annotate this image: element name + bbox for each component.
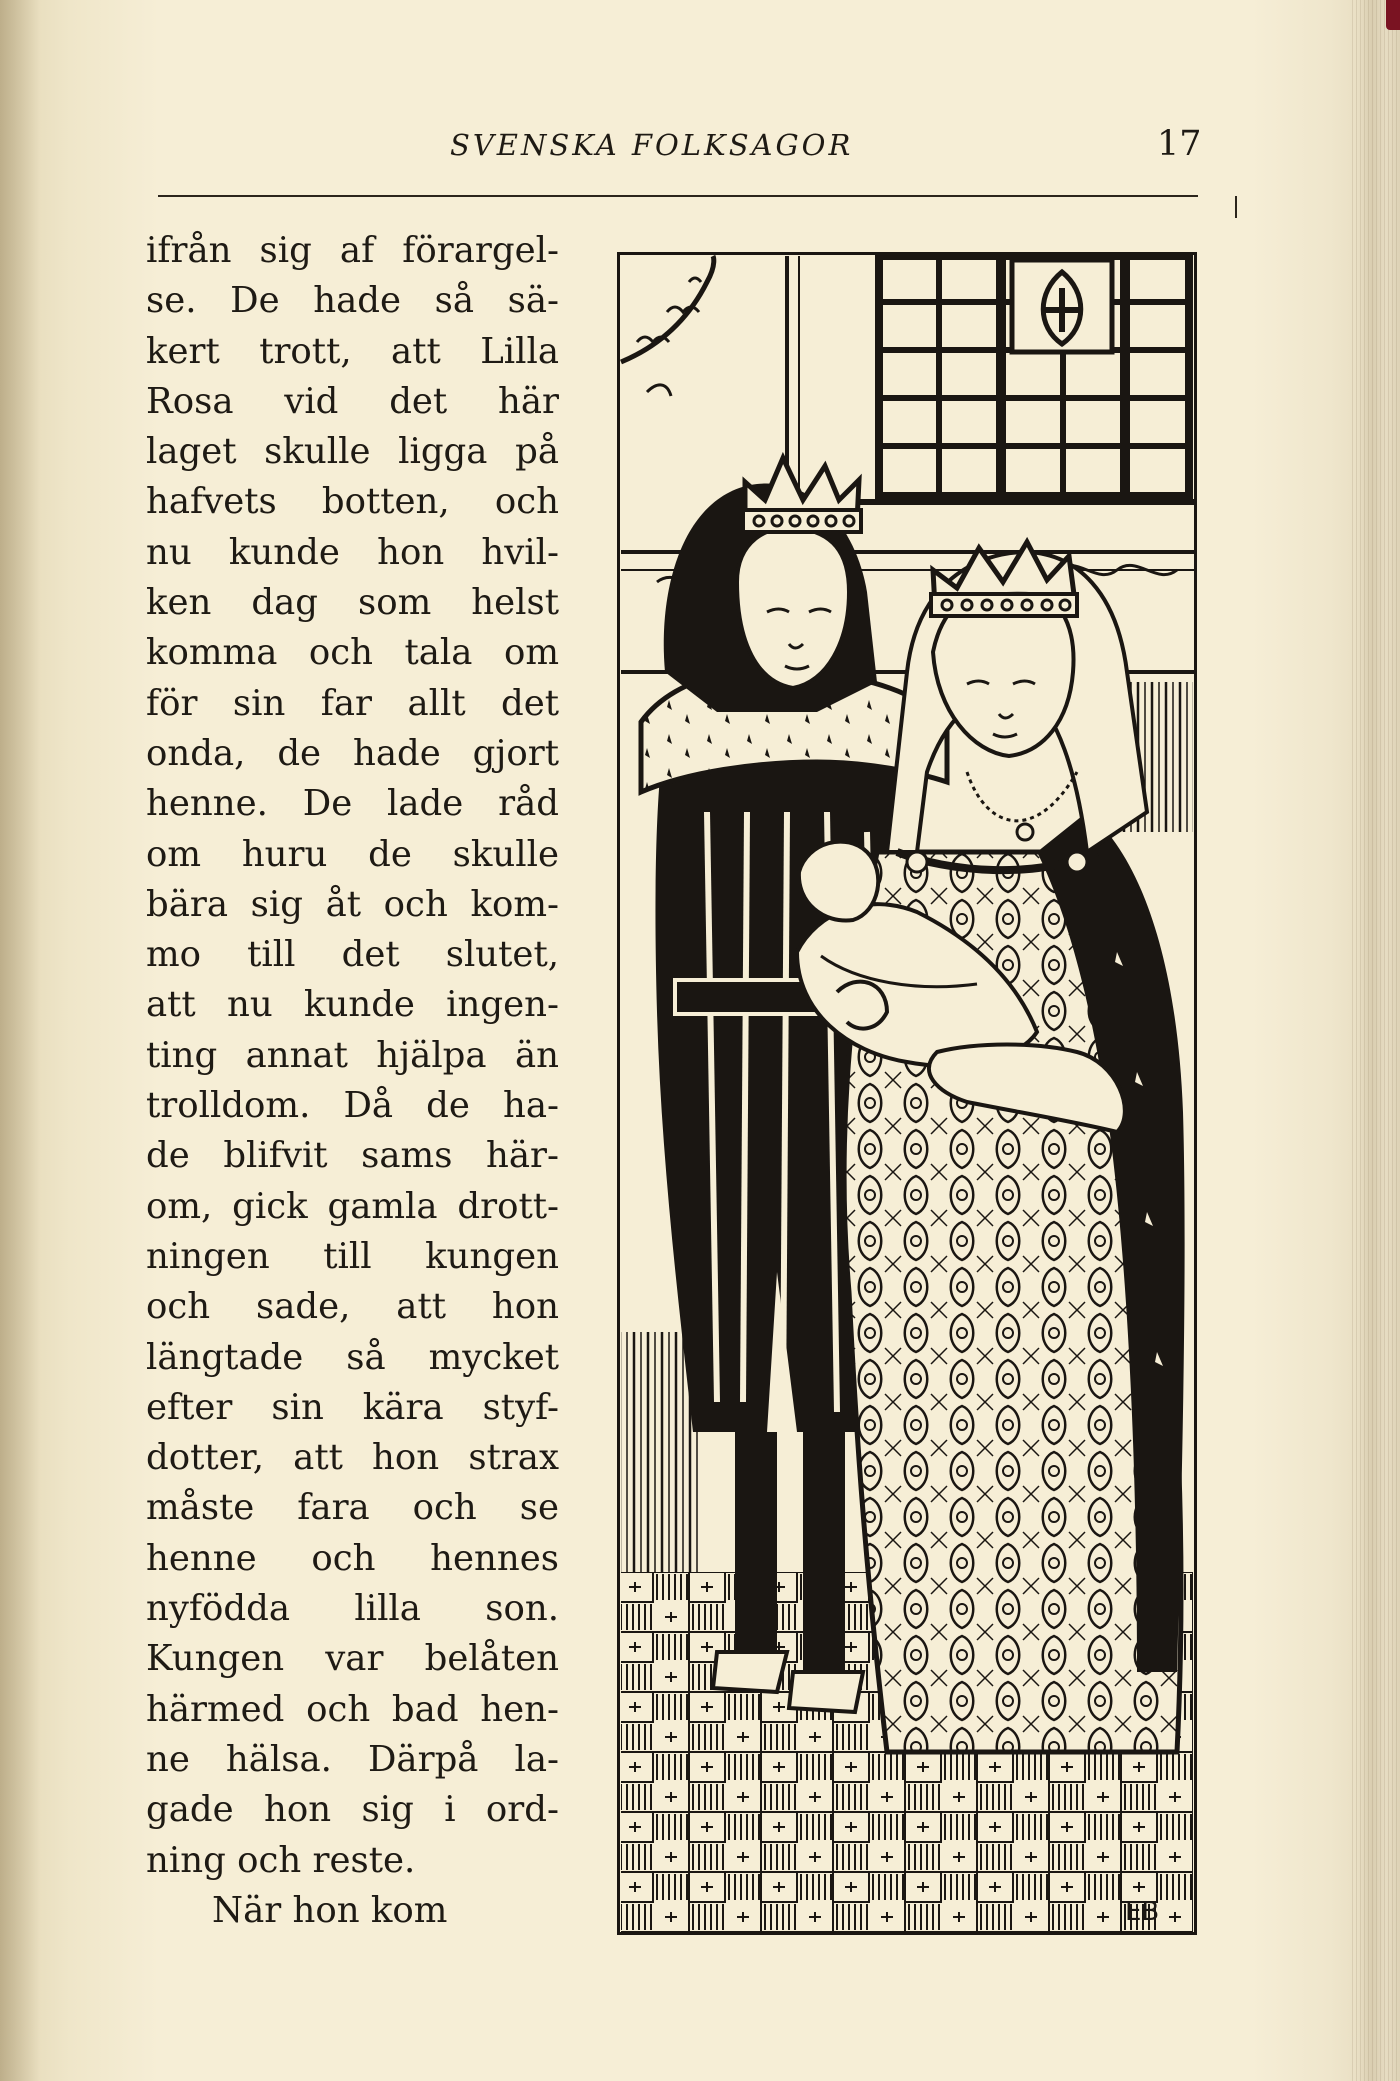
text-line: Rosa vid det här bbox=[146, 380, 559, 422]
text-line: onda, de hade gjort bbox=[146, 732, 559, 774]
text-line: laget skulle ligga på bbox=[146, 431, 559, 473]
text-line: och sade, att hon bbox=[146, 1286, 559, 1328]
header-rule bbox=[158, 195, 1198, 197]
illustration-king-queen-baby bbox=[617, 252, 1197, 1935]
text-line: se. De hade så sä- bbox=[146, 280, 559, 322]
text-line: hafvets botten, och bbox=[146, 481, 559, 523]
text-line: kert trott, att Lilla bbox=[146, 330, 559, 372]
gutter-shadow bbox=[0, 0, 40, 2081]
text-line: efter sin kära styf- bbox=[146, 1386, 559, 1428]
text-line: När hon kom bbox=[212, 1889, 448, 1931]
text-line: måste fara och se bbox=[146, 1487, 559, 1529]
header-rule-tick bbox=[1235, 196, 1237, 218]
text-line: henne och hennes bbox=[146, 1537, 559, 1579]
text-line: henne. De lade råd bbox=[146, 783, 559, 825]
illustration-drawing bbox=[617, 252, 1197, 1935]
page-number: 17 bbox=[1157, 124, 1202, 164]
text-line: ning och reste. bbox=[146, 1839, 416, 1881]
text-line: bära sig åt och kom- bbox=[146, 883, 559, 925]
text-line: ningen till kungen bbox=[146, 1235, 559, 1277]
text-line: mo till det slutet, bbox=[146, 934, 559, 976]
text-line: dotter, att hon strax bbox=[146, 1437, 559, 1479]
text-line: komma och tala om bbox=[146, 632, 559, 674]
text-line: nyfödda lilla son. bbox=[146, 1588, 559, 1630]
text-line: ne hälsa. Därpå la- bbox=[146, 1738, 559, 1780]
text-line: nu kunde hon hvil- bbox=[146, 531, 559, 573]
text-line: för sin far allt det bbox=[146, 682, 559, 724]
page-edges bbox=[1352, 0, 1400, 2081]
text-line: härmed och bad hen- bbox=[146, 1688, 559, 1730]
text-line: att nu kunde ingen- bbox=[146, 984, 559, 1026]
text-line: ifrån sig af förargel- bbox=[146, 230, 559, 271]
text-line: trolldom. Då de ha- bbox=[146, 1085, 559, 1127]
text-line: ken dag som helst bbox=[146, 582, 559, 624]
text-line: de blifvit sams här- bbox=[146, 1135, 559, 1177]
text-line: Kungen var belåten bbox=[146, 1638, 559, 1680]
artist-signature: EB bbox=[1125, 1897, 1160, 1927]
body-text-column bbox=[146, 226, 559, 1936]
text-line: om, gick gamla drott- bbox=[146, 1185, 559, 1227]
text-line: längtade så mycket bbox=[146, 1336, 559, 1378]
text-line: ting annat hjälpa än bbox=[146, 1034, 559, 1076]
text-line: gade hon sig i ord- bbox=[146, 1789, 559, 1831]
running-head: SVENSKA FOLKSAGOR bbox=[450, 128, 854, 162]
text-line: om huru de skulle bbox=[146, 833, 559, 875]
bookmark-ribbon bbox=[1386, 0, 1400, 30]
